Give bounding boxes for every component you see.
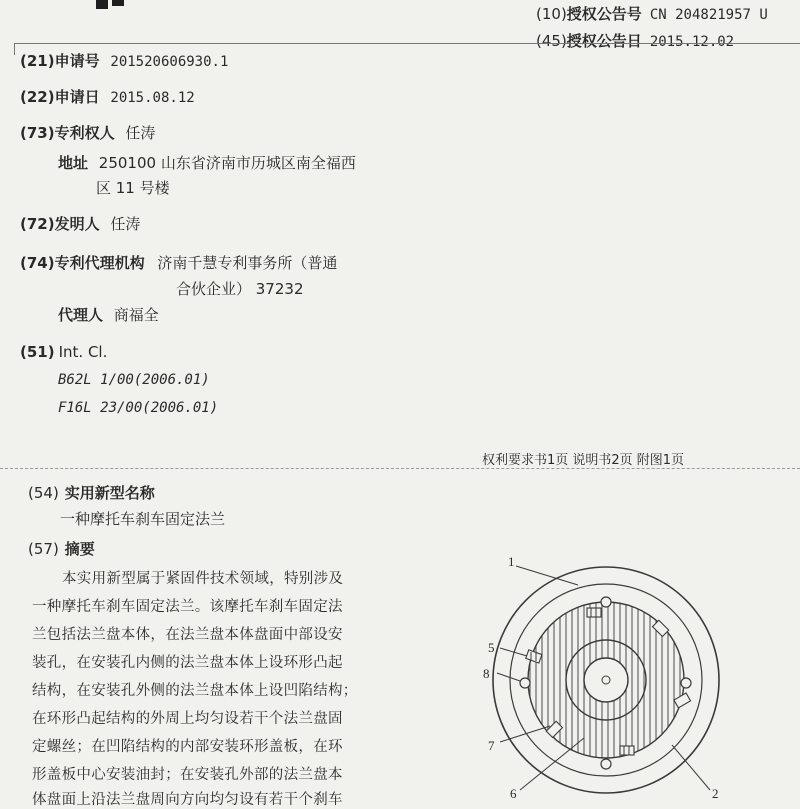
pub-date-label: 授权公告日 [566, 32, 642, 50]
leader-line-1 [516, 566, 578, 585]
publication-date [536, 30, 734, 51]
agency-line1: 济南千慧专利事务所（普通 [157, 254, 338, 272]
abstract-line: 结构，在安装孔外侧的法兰盘本体上设凹陷结构； [32, 683, 358, 699]
int-cl: (51) Int. Cl. [20, 343, 108, 361]
abstract-line: 定螺丝；在凹陷结构的内部安装环形盖板，在环 [32, 739, 343, 755]
abstract-line: 体盘面上沿法兰盘周向方向均匀设有若干个刹车 [32, 792, 343, 808]
leader-line-2 [672, 745, 710, 790]
label-2: 2 [712, 786, 719, 800]
abstract-line: 装孔，在安装孔内侧的法兰盘本体上设环形凸起 [32, 655, 343, 671]
pub-date-code: (45) [536, 32, 567, 50]
application-number: (21)申请号 201520606930.1 [20, 52, 229, 70]
fixing-screw [674, 693, 691, 708]
center-hole [602, 676, 610, 684]
application-number-label: 申请号 [54, 52, 100, 70]
agency-label: 专利代理机构 [54, 254, 145, 272]
pub-date-value: 2015.12.02 [649, 34, 735, 50]
int-cl-label: Int. Cl. [58, 343, 108, 361]
agency: (74)专利代理机构 济南千慧专利事务所（普通 [20, 254, 338, 272]
pub-no-code: (10) [536, 5, 567, 23]
utility-model-title-heading: (54) 实用新型名称 [28, 484, 155, 502]
flange-bolt-circle [510, 584, 702, 776]
fixing-screw [620, 746, 634, 755]
patentee-value: 任涛 [125, 124, 156, 142]
application-number-value: 201520606930.1 [110, 54, 229, 70]
flange-hatched-body [528, 602, 684, 758]
utility-model-title: 一种摩托车刹车固定法兰 [60, 510, 226, 528]
publication-number [536, 3, 768, 24]
label-8: 8 [483, 666, 490, 681]
agent [58, 304, 159, 325]
leader-line-6 [520, 738, 584, 790]
abstract-heading: (57) 摘要 [28, 540, 95, 558]
header-rule [14, 43, 800, 44]
int-cl-item: B62L 1/00(2006.01) [58, 372, 210, 388]
bolt-hole [520, 678, 530, 688]
pub-no-value: CN 204821957 U [649, 7, 768, 23]
leader-line-7 [500, 726, 550, 742]
patentee: (73)专利权人 任涛 [20, 124, 156, 142]
header-rule-left [14, 43, 15, 55]
patentee-label: 专利权人 [54, 124, 115, 142]
address-line1: 250100 山东省济南市历城区南全福西 [98, 154, 356, 172]
int-cl-item: F16L 23/00(2006.01) [58, 400, 219, 416]
inventor: (72)发明人 任涛 [20, 215, 141, 233]
inventor-value: 任涛 [110, 215, 141, 233]
fixing-screw [526, 650, 542, 663]
ring-cover [566, 640, 646, 720]
bolt-hole [601, 759, 611, 769]
address-label: 地址 [58, 154, 89, 172]
pub-no-label: 授权公告号 [566, 5, 642, 23]
abstract-line: 形盖板中心安装油封；在安装孔外部的法兰盘本 [32, 767, 343, 783]
inventor-label: 发明人 [54, 215, 100, 233]
logo-fragment [96, 0, 126, 10]
agency-line2: 合伙企业） 37232 [176, 280, 304, 298]
bolt-hole [601, 597, 611, 607]
flange-outer-rim [493, 567, 719, 793]
label-7: 7 [488, 738, 495, 753]
filing-date-value: 2015.08.12 [110, 90, 195, 106]
title-label: 实用新型名称 [64, 484, 155, 502]
abstract-line: 在环形凸起结构的外周上均匀设若干个法兰盘固 [32, 711, 343, 727]
bolt-hole [681, 678, 691, 688]
filing-date: (22)申请日 2015.08.12 [20, 88, 195, 106]
abstract-line: 本实用新型属于紧固件技术领域，特别涉及 [62, 571, 344, 587]
page-counts: 权利要求书1页 说明书2页 附图1页 [482, 453, 685, 468]
address [58, 152, 356, 173]
fixing-screw [653, 620, 669, 636]
abstract-line: 兰包括法兰盘本体，在法兰盘本体盘面中部设安 [32, 627, 343, 643]
oil-seal [584, 658, 628, 702]
label-6: 6 [510, 786, 517, 800]
abstract-line: 一种摩托车刹车固定法兰。该摩托车刹车固定法 [32, 599, 343, 615]
label-5: 5 [488, 640, 495, 655]
address-line2: 区 11 号楼 [96, 179, 170, 197]
leader-line-8 [497, 673, 520, 681]
agent-value: 商福全 [113, 306, 159, 324]
agent-label: 代理人 [58, 306, 104, 324]
fixing-screw [546, 721, 562, 737]
abstract-label: 摘要 [64, 540, 95, 558]
fixing-screw [587, 608, 601, 617]
leader-line-5 [500, 648, 527, 656]
filing-date-label: 申请日 [54, 88, 100, 106]
section-divider [0, 468, 800, 469]
label-1: 1 [508, 554, 515, 569]
